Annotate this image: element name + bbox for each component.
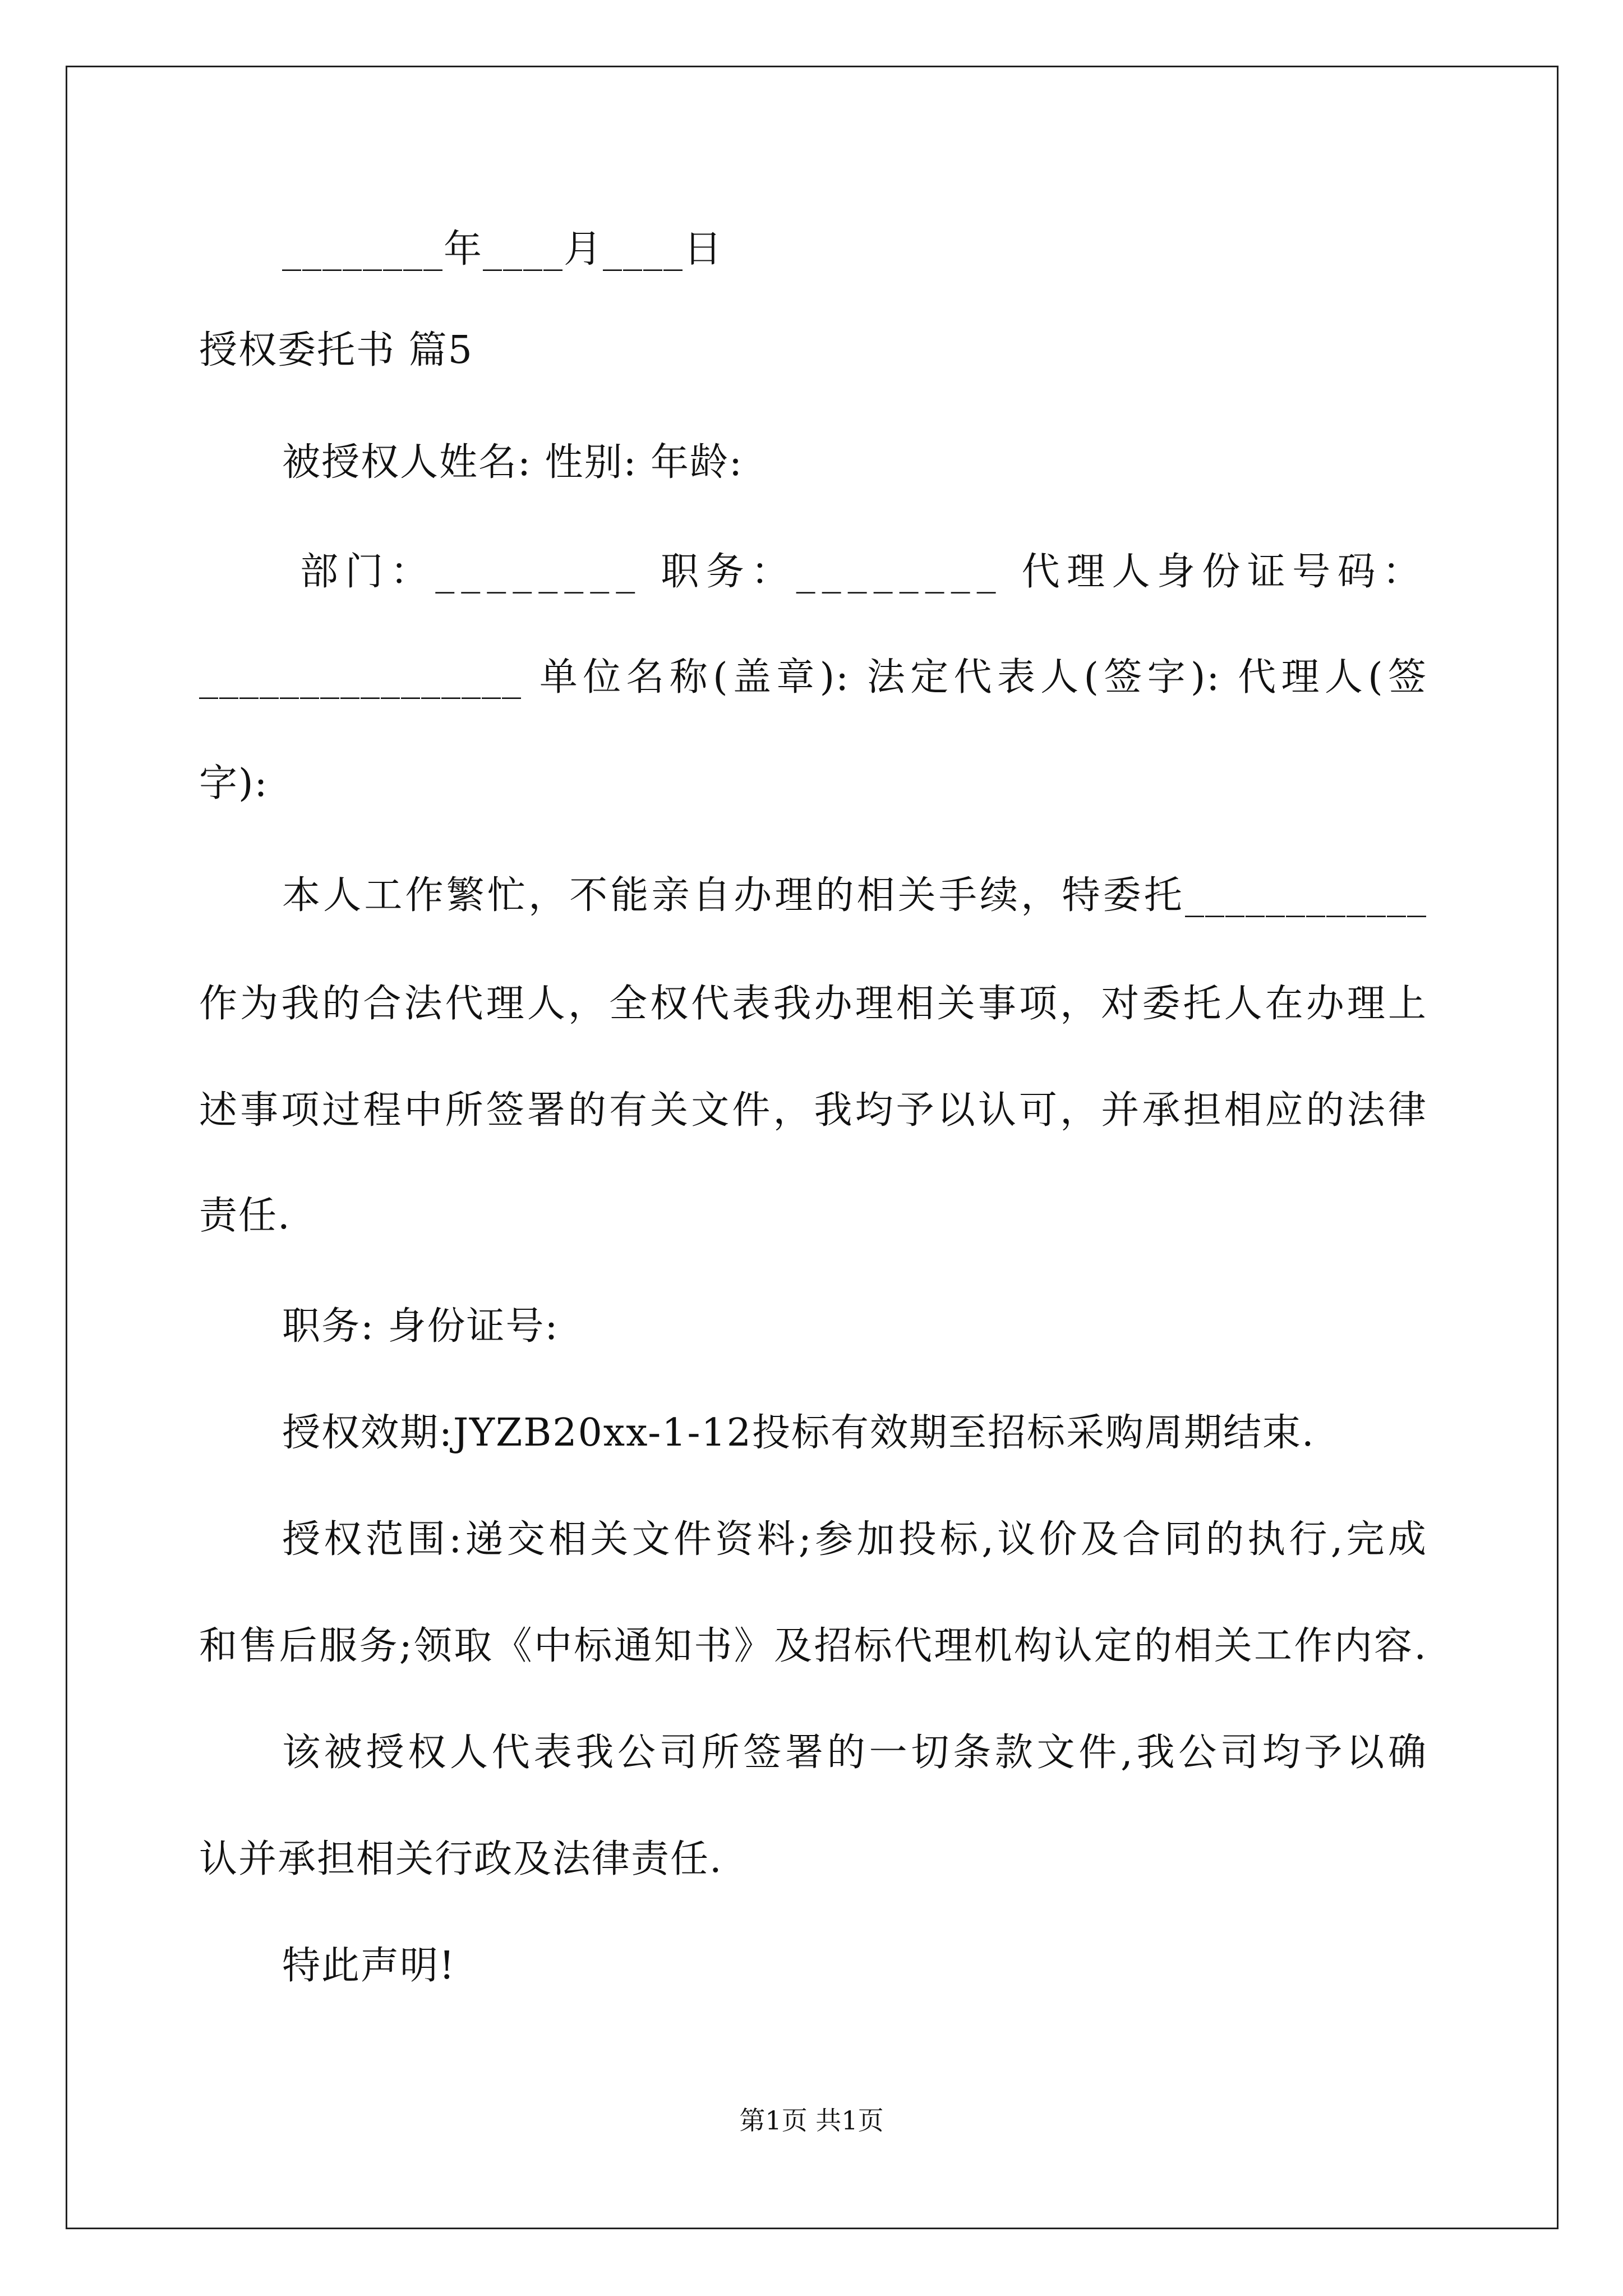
position-id-fields: 职务: 身份证号: (282, 1304, 559, 1349)
department-line-1: 部门：________ 职务：________ 代理人身份证号码： (300, 550, 1427, 594)
entrust-paragraph-line-4: 责任. (199, 1194, 291, 1238)
department-line-2: ________________ 单位名称(盖章): 法定代表人(签字): 代理人(签 (199, 655, 1427, 700)
page-border (66, 66, 1559, 2229)
department-line-3: 字): (199, 761, 269, 806)
scope-line-1: 授权范围:递交相关文件资料;参加投标,议价及合同的执行,完成 (282, 1517, 1427, 1562)
closing-statement: 特此声明! (282, 1944, 456, 1988)
scope-line-2: 和售后服务;领取《中标通知书》及招标代理机构认定的相关工作内容. (199, 1624, 1427, 1668)
confirmation-line-2: 认并承担相关行政及法律责任. (199, 1837, 723, 1881)
entrust-paragraph-line-1: 本人工作繁忙，不能亲自办理的相关手续，特委托____________ (282, 873, 1427, 918)
section-title: 授权委托书 篇5 (199, 328, 473, 372)
confirmation-line-1: 该被授权人代表我公司所签署的一切条款文件,我公司均予以确 (282, 1731, 1427, 1775)
entrust-paragraph-line-2: 作为我的合法代理人，全权代表我办理相关事项，对委托人在办理上 (199, 982, 1427, 1026)
entrust-paragraph-line-3: 述事项过程中所签署的有关文件，我均予以认可，并承担相应的法律 (199, 1088, 1427, 1133)
date-line: ________年____月____日 (282, 227, 723, 272)
page-number-footer: 第1页 共1页 (739, 2105, 884, 2136)
validity-line: 授权效期:JYZB20xx-1-12投标有效期至招标采购周期结束. (282, 1411, 1315, 1455)
authorized-person-fields: 被授权人姓名: 性别: 年龄: (282, 440, 743, 485)
